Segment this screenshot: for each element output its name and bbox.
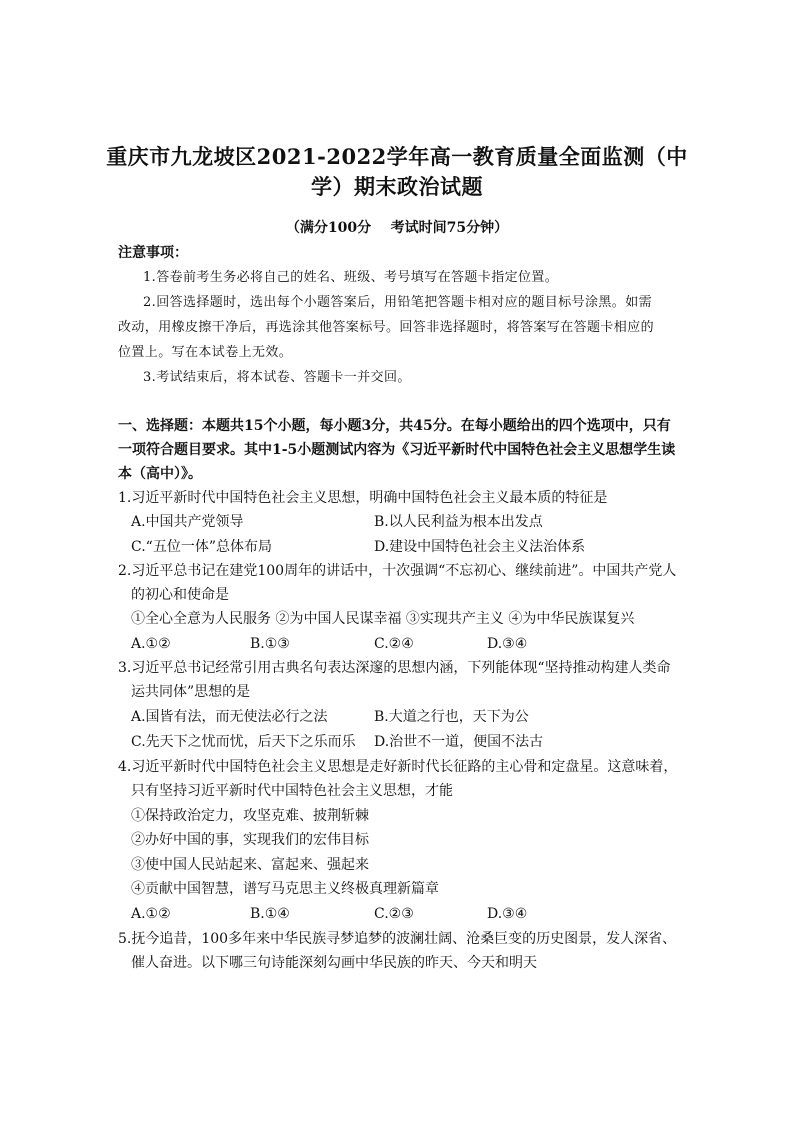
q4-item-4: ④贡献中国智慧，谱写马克思主义终极真理新篇章 (131, 881, 439, 897)
title-line-2: 学）期末政治试题 (311, 174, 483, 199)
note-line-1: 1.答卷前考生务必将自己的姓名、班级、考号填写在答题卡指定位置。 (143, 270, 559, 285)
title-line-1: 重庆市九龙坡区2021-2022学年高一教育质量全面监测（中 (106, 144, 688, 169)
q1-option-a: A.中国共产党领导 (131, 514, 244, 530)
q2-option-c: C.②④ (374, 636, 414, 652)
q4-stem-line-1: 4.习近平新时代中国特色社会主义思想是走好新时代长征路的主心骨和定盘星。这意味着， (118, 759, 678, 775)
q3-option-c: C.先天下之忧而忧，后天下之乐而乐 (131, 734, 356, 750)
section-line-2: 一项符合题目要求。其中1-5小题测试内容为《习近平新时代中国特色社会主义思想学生读 (118, 442, 676, 458)
q2-stem-line-2: 的初心和使命是 (131, 587, 229, 603)
section-line-1: 一、选择题：本题共15个小题，每小题3分，共45分。在每小题给出的四个选项中，只有 (118, 418, 671, 434)
q3-option-b: B.大道之行也，天下为公 (374, 709, 529, 725)
q4-option-a: A.①② (131, 906, 171, 922)
notes-heading: 注意事项： (118, 245, 188, 261)
q1-option-b: B.以人民利益为根本出发点 (374, 514, 543, 530)
q4-option-b: B.①④ (250, 906, 290, 922)
note-line-3: 改动，用橡皮擦干净后，再选涂其他答案标号。回答非选择题时，将答案写在答题卡相应的 (118, 320, 655, 335)
q1-option-c: C.“五位一体”总体布局 (131, 539, 272, 555)
q5-stem-line-1: 5.抚今追昔，100多年来中华民族寻梦追梦的波澜壮阔、沧桑巨变的历史图景，发人深省、 (118, 931, 677, 947)
q4-item-1: ①保持政治定力，攻坚克难、披荆斩棘 (131, 808, 369, 824)
note-line-2: 2.回答选择题时，选出每个小题答案后，用铅笔把答题卡相对应的题目标号涂黑。如需 (143, 295, 653, 310)
q1-stem: 1.习近平新时代中国特色社会主义思想，明确中国特色社会主义最本质的特征是 (118, 490, 608, 506)
exam-title (100, 142, 694, 202)
note-line-5: 3.考试结束后，将本试卷、答题卡一并交回。 (143, 370, 411, 385)
q2-stem-line-1: 2.习近平总书记在建党100周年的讲话中，十次强调“不忘初心、继续前进”。中国共产党人 (118, 563, 677, 579)
exam-subtitle: （满分100分 考试时间75分钟） (285, 220, 509, 236)
q4-item-2: ②办好中国的事，实现我们的宏伟目标 (131, 832, 369, 848)
q3-stem-line-2: 运共同体”思想的是 (131, 684, 251, 700)
q2-option-a: A.①② (131, 636, 171, 652)
q5-stem-line-2: 催人奋进。以下哪三句诗能深刻勾画中华民族的昨天、今天和明天 (131, 955, 537, 971)
q4-option-d: D.③④ (487, 906, 528, 922)
q2-option-d: D.③④ (487, 636, 528, 652)
q4-item-3: ③使中国人民站起来、富起来、强起来 (131, 857, 369, 873)
q1-option-d: D.建设中国特色社会主义法治体系 (374, 539, 586, 555)
q3-option-d: D.治世不一道，便国不法古 (374, 734, 544, 750)
q2-option-b: B.①③ (250, 636, 290, 652)
q4-option-c: C.②③ (374, 906, 414, 922)
q3-stem-line-1: 3.习近平总书记经常引用古典名句表达深邃的思想内涵，下列能体现“坚持推动构建人类命 (118, 660, 671, 676)
q2-items: ①全心全意为人民服务 ②为中国人民谋幸福 ③实现共产主义 ④为中华民族谋复兴 (131, 611, 635, 627)
q3-option-a: A.国皆有法，而无使法必行之法 (131, 709, 328, 725)
note-line-4: 位置上。写在本试卷上无效。 (118, 345, 293, 360)
q4-stem-line-2: 只有坚持习近平新时代中国特色社会主义思想，才能 (131, 783, 453, 799)
section-line-3: 本（高中）》。 (118, 466, 202, 482)
